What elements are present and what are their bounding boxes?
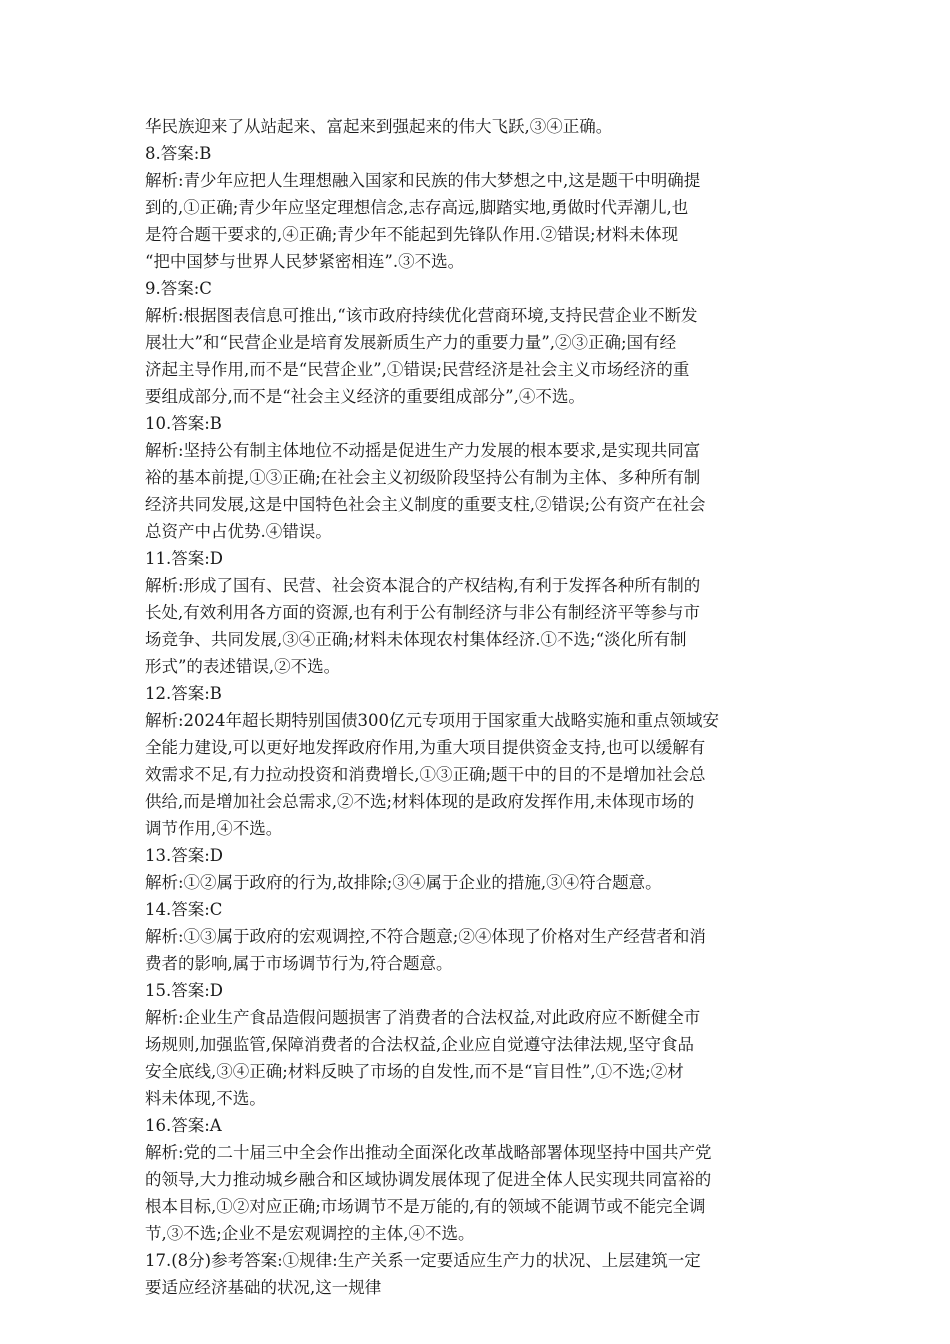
answer-heading-15: 15.答案:D: [145, 981, 224, 1000]
explanation-line: 解析:形成了国有、民营、社会资本混合的产权结构,有利于发挥各种所有制的: [145, 576, 701, 595]
explanation-line: 长处,有效利用各方面的资源,也有利于公有制经济与非公有制经济平等参与市: [145, 603, 700, 622]
explanation-line: 效需求不足,有力拉动投资和消费增长,①③正确;题干中的目的不是增加社会总: [145, 765, 706, 784]
answer-heading-9: 9.答案:C: [145, 279, 212, 298]
explanation-line: 解析:坚持公有制主体地位不动摇是促进生产力发展的根本要求,是实现共同富: [145, 441, 701, 460]
explanation-line: 要适应经济基础的状况,这一规律: [145, 1278, 382, 1297]
explanation-line: 解析:青少年应把人生理想融入国家和民族的伟大梦想之中,这是题干中明确提: [145, 171, 701, 190]
explanation-line: 展壮大”和“民营企业是培育发展新质生产力的重要力量”,②③正确;国有经: [145, 333, 677, 352]
answer-heading-16: 16.答案:A: [145, 1116, 222, 1135]
answer-heading-10: 10.答案:B: [145, 414, 222, 433]
explanation-line: 解析:党的二十届三中全会作出推动全面深化改革战略部署体现坚持中国共产党: [145, 1143, 712, 1162]
explanation-line: 解析:企业生产食品造假问题损害了消费者的合法权益,对此政府应不断健全市: [145, 1008, 701, 1027]
answer-heading-11: 11.答案:D: [145, 549, 224, 568]
explanation-line: 是符合题干要求的,④正确;青少年不能起到先锋队作用.②错误;材料未体现: [145, 225, 679, 244]
explanation-line: 的领导,大力推动城乡融合和区域协调发展体现了促进全体人民实现共同富裕的: [145, 1170, 712, 1189]
answer-heading-14: 14.答案:C: [145, 900, 223, 919]
answer-heading-12: 12.答案:B: [145, 684, 222, 703]
explanation-line: “把中国梦与世界人民梦紧密相连”.③不选。: [145, 252, 465, 271]
explanation-line: 形式”的表述错误,②不选。: [145, 657, 341, 676]
answer-heading-8: 8.答案:B: [145, 144, 212, 163]
explanation-line: 费者的影响,属于市场调节行为,符合题意。: [145, 954, 453, 973]
explanation-line: 场规则,加强监管,保障消费者的合法权益,企业应自觉遵守法律法规,坚守食品: [145, 1035, 694, 1054]
text-line: 华民族迎来了从站起来、富起来到强起来的伟大飞跃,③④正确。: [145, 117, 613, 136]
explanation-line: 根本目标,①②对应正确;市场调节不是万能的,有的领域不能调节或不能完全调: [145, 1197, 706, 1216]
explanation-line: 解析:2024年超长期特别国债300亿元专项用于国家重大战略实施和重点领域安: [145, 711, 720, 730]
answer-heading-13: 13.答案:D: [145, 846, 224, 865]
explanation-line: 解析:①②属于政府的行为,故排除;③④属于企业的措施,③④符合题意。: [145, 873, 662, 892]
explanation-line: 经济共同发展,这是中国特色社会主义制度的重要支柱,②错误;公有资产在社会: [145, 495, 706, 514]
explanation-line: 裕的基本前提,①③正确;在社会主义初级阶段坚持公有制为主体、多种所有制: [145, 468, 701, 487]
explanation-line: 调节作用,④不选。: [145, 819, 283, 838]
explanation-line: 场竞争、共同发展,③④正确;材料未体现农村集体经济.①不选;“淡化所有制: [145, 630, 687, 649]
explanation-line: 总资产中占优势.④错误。: [145, 522, 332, 541]
explanation-line: 济起主导作用,而不是“民营企业”,①错误;民营经济是社会主义市场经济的重: [145, 360, 690, 379]
explanation-line: 供给,而是增加社会总需求,②不选;材料体现的是政府发挥作用,未体现市场的: [145, 792, 695, 811]
explanation-line: 解析:①③属于政府的宏观调控,不符合题意;②④体现了价格对生产经营者和消: [145, 927, 706, 946]
answer-key-page: [145, 113, 813, 1301]
explanation-line: 料未体现,不选。: [145, 1089, 266, 1108]
explanation-line: 要组成部分,而不是“社会主义经济的重要组成部分”,④不选。: [145, 387, 585, 406]
explanation-line: 全能力建设,可以更好地发挥政府作用,为重大项目提供资金支持,也可以缓解有: [145, 738, 706, 757]
explanation-line: 到的,①正确;青少年应坚定理想信念,志存高远,脚踏实地,勇做时代弄潮儿,也: [145, 198, 689, 217]
explanation-line: 节,③不选;企业不是宏观调控的主体,④不选。: [145, 1224, 475, 1243]
explanation-line: 解析:根据图表信息可推出,“该市政府持续优化营商环境,支持民营企业不断发: [145, 306, 698, 325]
explanation-line: 安全底线,③④正确;材料反映了市场的自发性,而不是“盲目性”,①不选;②材: [145, 1062, 684, 1081]
answer-heading-17: 17.(8分)参考答案:①规律:生产关系一定要适应生产力的状况、上层建筑一定: [145, 1251, 701, 1270]
